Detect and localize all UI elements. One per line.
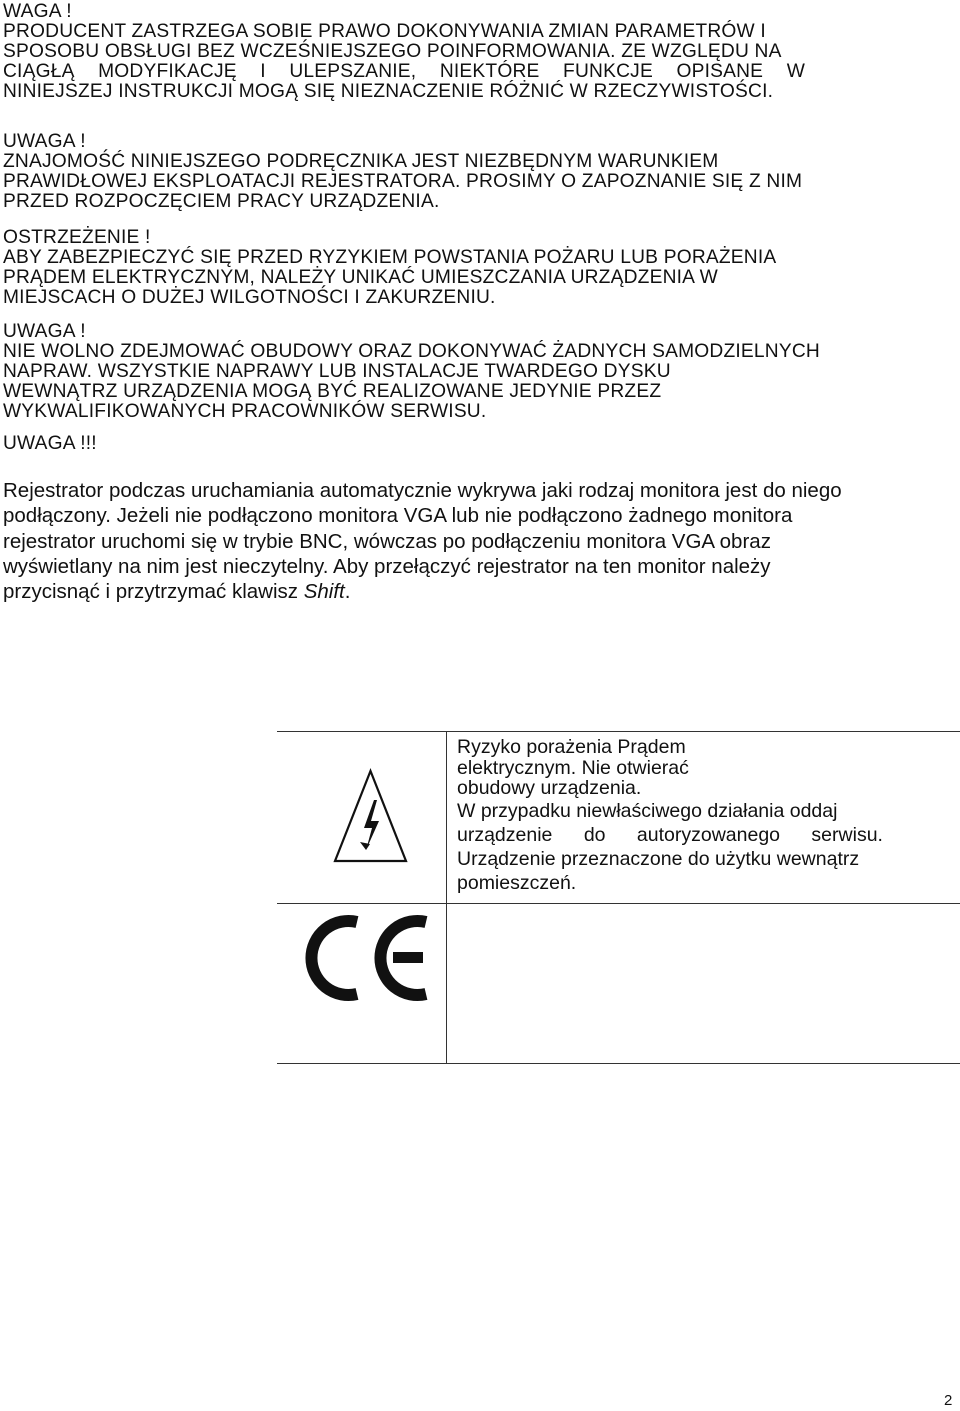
warning-line: ABY ZABEZPIECZYĆ SIĘ PRZED RYZYKIEM POWSTANIA POŻARU LUB PORAŻENIA bbox=[3, 247, 777, 268]
warning-heading: UWAGA !!! bbox=[3, 433, 97, 454]
table-row-divider bbox=[277, 903, 960, 904]
paragraph-line: Rejestrator podczas uruchamiania automatycznie wykrywa jaki rodzaj monitora jest do niego bbox=[3, 479, 842, 502]
warning-line: CIĄGŁĄ MODYFIKACJĘ I ULEPSZANIE, NIEKTÓRE FUNKCJE OPISANE W bbox=[3, 61, 806, 82]
paragraph-text: przycisnąć i przytrzymać klawisz bbox=[3, 580, 304, 604]
warning-line: NAPRAW. WSZYSTKIE NAPRAWY LUB INSTALACJE TWARDEGO DYSKU bbox=[3, 361, 671, 382]
warning-no-self-repair bbox=[3, 322, 955, 422]
shock-warning-line: Ryzyko porażenia Prądem bbox=[457, 736, 686, 758]
shift-key-name: Shift bbox=[303, 580, 345, 604]
paragraph-punctuation: . bbox=[344, 580, 351, 604]
warning-fire-shock bbox=[3, 228, 955, 308]
electric-shock-warning-icon bbox=[330, 766, 411, 864]
shock-warning-line: obudowy urządzenia. bbox=[457, 777, 642, 799]
indoor-use-line: pomieszczeń. bbox=[457, 871, 577, 894]
warning-line: PRODUCENT ZASTRZEGA SOBIE PRAWO DOKONYWANIA ZMIAN PARAMETRÓW I bbox=[3, 21, 766, 42]
page-number: 2 bbox=[944, 1392, 953, 1409]
paragraph-line: podłączony. Jeżeli nie podłączono monitora VGA lub nie podłączono żadnego monitora bbox=[3, 504, 793, 528]
warning-line: PRĄDEM ELEKTRYCZNYM, NALEŻY UNIKAĆ UMIESZCZANIA URZĄDZENIA W bbox=[3, 267, 718, 288]
warning-line: SPOSOBU OBSŁUGI BEZ WCZEŚNIEJSZEGO POINFORMOWANIA. ZE WZGLĘDU NA bbox=[3, 41, 782, 62]
paragraph-line bbox=[3, 579, 943, 604]
warning-line: NINIEJSZEJ INSTRUKCJI MOGĄ SIĘ NIEZNACZENIE RÓŻNIĆ W RZECZYWISTOŚCI. bbox=[3, 81, 774, 102]
table-bottom-border bbox=[277, 1063, 960, 1064]
warning-manufacturer bbox=[3, 2, 955, 102]
safety-symbols-table bbox=[277, 731, 960, 1064]
ce-mark-icon bbox=[293, 912, 433, 1004]
warning-line: PRZED ROZPOCZĘCIEM PRACY URZĄDZENIA. bbox=[3, 191, 440, 212]
paragraph-line: rejestrator uruchomi się w trybie BNC, wówczas po podłączeniu monitora VGA obraz bbox=[3, 529, 771, 553]
warning-manual-knowledge bbox=[3, 132, 955, 212]
warning-line: MIEJSCACH O DUŻEJ WILGOTNOŚCI I ZAKURZENIU. bbox=[3, 287, 496, 308]
paragraph-line: wyświetlany na nim jest nieczytelny. Aby przełączyć rejestrator na ten monitor należy bbox=[3, 554, 771, 578]
symbols-description bbox=[457, 737, 957, 895]
warning-line: NIE WOLNO ZDEJMOWAĆ OBUDOWY ORAZ DOKONYWAĆ ŻADNYCH SAMODZIELNYCH bbox=[3, 341, 820, 362]
shock-warning-line: elektrycznym. Nie otwierać bbox=[457, 756, 689, 779]
warning-line: ZNAJOMOŚĆ NINIEJSZEGO PODRĘCZNIKA JEST NIEZBĘDNYM WARUNKIEM bbox=[3, 151, 719, 172]
warning-heading: UWAGA ! bbox=[3, 131, 86, 152]
warning-monitor bbox=[3, 434, 955, 454]
service-instruction-line: urządzenie do autoryzowanego serwisu. bbox=[457, 823, 883, 846]
service-instruction-line: W przypadku niewłaściwego działania oddaj bbox=[457, 799, 838, 822]
warning-heading: OSTRZEŻENIE ! bbox=[3, 227, 151, 248]
warning-heading: WAGA ! bbox=[3, 1, 72, 22]
warning-heading: UWAGA ! bbox=[3, 321, 86, 342]
warning-line: WEWNĄTRZ URZĄDZENIA MOGĄ BYĆ REALIZOWANE JEDYNIE PRZEZ bbox=[3, 381, 662, 402]
table-column-divider bbox=[446, 731, 447, 1064]
warning-line: PRAWIDŁOWEJ EKSPLOATACJI REJESTRATORA. PROSIMY O ZAPOZNANIE SIĘ Z NIM bbox=[3, 171, 803, 192]
indoor-use-line: Urządzenie przeznaczone do użytku wewnątrz bbox=[457, 847, 860, 870]
warning-line: WYKWALIFIKOWANYCH PRACOWNIKÓW SERWISU. bbox=[3, 401, 487, 422]
table-top-border bbox=[277, 731, 960, 732]
monitor-detection-paragraph bbox=[3, 478, 943, 604]
